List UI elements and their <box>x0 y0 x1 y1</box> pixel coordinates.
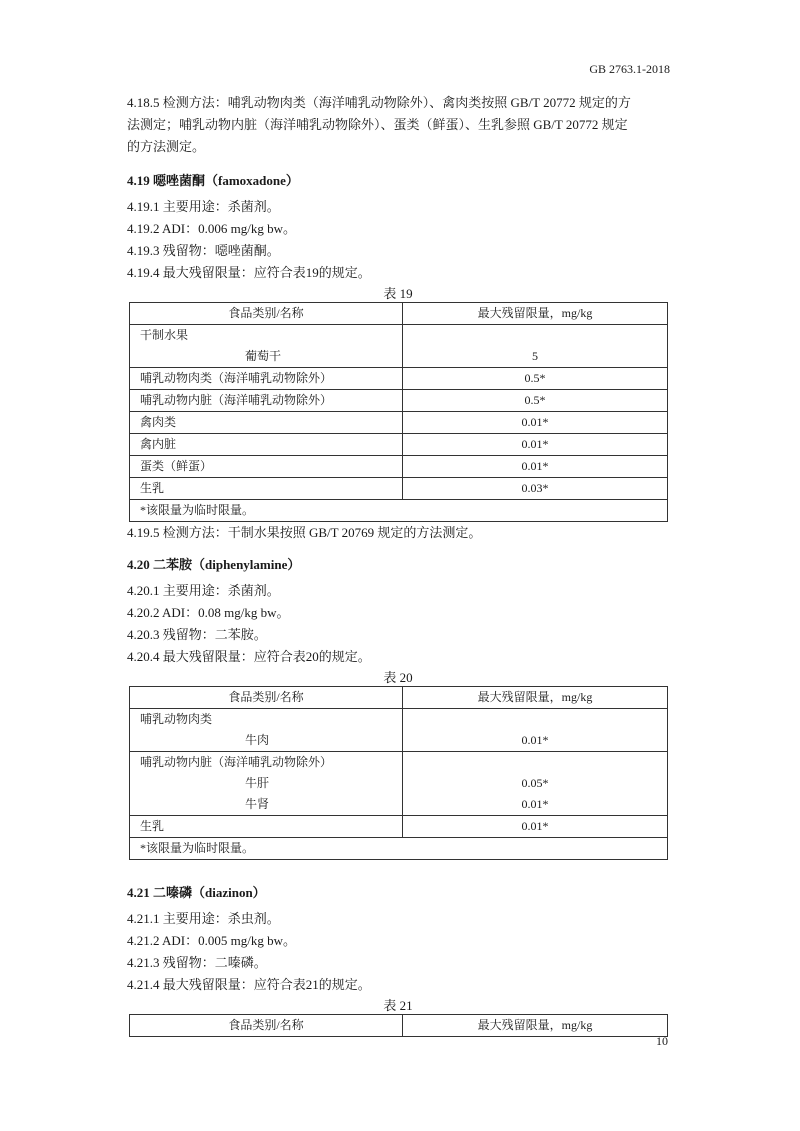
list-item: 4.20.2 ADI：0.08 mg/kg bw。 <box>127 605 290 620</box>
list-item: 4.19.1 主要用途：杀菌剂。 <box>127 199 280 214</box>
table-cell: 0.01* <box>403 456 668 478</box>
table-cell: 禽内脏 <box>130 434 403 456</box>
table-row <box>130 752 668 816</box>
table-cell: 哺乳动物肉类（海洋哺乳动物除外） <box>130 368 403 390</box>
table-cell <box>130 709 403 752</box>
list-item: 4.20.4 最大残留限量：应符合表20的规定。 <box>127 649 371 664</box>
list-item: 4.21.2 ADI：0.005 mg/kg bw。 <box>127 933 297 948</box>
table-cell: 0.01* <box>403 434 668 456</box>
table-cell: 哺乳动物内脏（海洋哺乳动物除外） <box>130 390 403 412</box>
column-header: 食品类别/名称 <box>130 687 403 709</box>
table-header-row <box>130 687 668 709</box>
document-header: GB 2763.1-2018 <box>589 62 670 76</box>
table-cell: 0.5* <box>403 368 668 390</box>
page-body <box>127 92 669 1037</box>
table-cell: 0.01* <box>403 412 668 434</box>
table-row <box>130 368 668 390</box>
group-label: 哺乳动物内脏（海洋哺乳动物除外） <box>140 755 333 769</box>
table-footnote-row <box>130 838 668 860</box>
table-header-row <box>130 1015 668 1037</box>
table-cell: 蛋类（鲜蛋） <box>130 456 403 478</box>
text-line: 法测定；哺乳动物内脏（海洋哺乳动物除外）、蛋类（鲜蛋）、生乳参照 GB/T 20772 规定 <box>127 117 628 132</box>
table-cell: 0.5* <box>403 390 668 412</box>
table-row <box>130 456 668 478</box>
table-cell: 生乳 <box>130 816 403 838</box>
column-header: 食品类别/名称 <box>130 1015 403 1037</box>
paragraph-4-18-5 <box>127 92 669 158</box>
item-label: 牛肾 <box>245 797 270 811</box>
item-label: 牛肝 <box>245 776 270 790</box>
table-caption: 表 19 <box>383 286 413 301</box>
table-header-row <box>130 303 668 325</box>
table-row <box>130 478 668 500</box>
table-row <box>130 325 668 368</box>
section-heading-4-19: 4.19 噁唑菌酮（famoxadone） <box>127 173 299 188</box>
column-header: 食品类别/名称 <box>130 303 403 325</box>
table-row <box>130 434 668 456</box>
table-caption: 表 20 <box>383 670 413 685</box>
table-19 <box>129 302 668 522</box>
table-cell <box>130 752 403 816</box>
group-label: 哺乳动物肉类 <box>140 712 213 726</box>
section-heading-4-21: 4.21 二嗪磷（diazinon） <box>127 885 266 900</box>
text-line: 4.18.5 检测方法：哺乳动物肉类（海洋哺乳动物除外）、禽肉类按照 GB/T 20772 规定的方 <box>127 95 631 110</box>
list-item: 4.19.3 残留物：噁唑菌酮。 <box>127 243 280 258</box>
item-label: 葡萄干 <box>245 349 282 363</box>
list-item: 4.20.3 残留物：二苯胺。 <box>127 627 267 642</box>
list-item: 4.19.2 ADI：0.006 mg/kg bw。 <box>127 221 297 236</box>
table-cell: 禽肉类 <box>130 412 403 434</box>
column-header: 最大残留限量，mg/kg <box>403 1015 668 1037</box>
list-item: 4.21.4 最大残留限量：应符合表21的规定。 <box>127 977 371 992</box>
table-cell: 0.01* <box>403 816 668 838</box>
page-number: 10 <box>656 1034 668 1048</box>
list-item: 4.20.1 主要用途：杀菌剂。 <box>127 583 280 598</box>
table-row <box>130 390 668 412</box>
table-21 <box>129 1014 668 1037</box>
table-footnote-row <box>130 500 668 522</box>
column-header: 最大残留限量，mg/kg <box>403 687 668 709</box>
section-heading-4-20: 4.20 二苯胺（diphenylamine） <box>127 557 301 572</box>
item-label: 牛肉 <box>245 733 270 747</box>
list-item: 4.21.1 主要用途：杀虫剂。 <box>127 911 280 926</box>
table-row <box>130 412 668 434</box>
table-cell: 0.03* <box>403 478 668 500</box>
method-text: 4.19.5 检测方法：干制水果按照 GB/T 20769 规定的方法测定。 <box>127 525 482 540</box>
value: 0.01* <box>521 797 549 811</box>
table-cell: 5 <box>403 325 668 368</box>
text-line: 的方法测定。 <box>127 139 206 154</box>
column-header: 最大残留限量，mg/kg <box>403 303 668 325</box>
table-cell <box>130 325 403 368</box>
table-cell: 0.01* <box>403 709 668 752</box>
table-row <box>130 816 668 838</box>
table-caption: 表 21 <box>383 998 413 1013</box>
list-item: 4.21.3 残留物：二嗪磷。 <box>127 955 267 970</box>
table-cell <box>403 752 668 816</box>
table-footnote: *该限量为临时限量。 <box>130 500 668 522</box>
value: 0.05* <box>521 776 549 790</box>
group-label: 干制水果 <box>140 328 189 342</box>
list-item: 4.19.4 最大残留限量：应符合表19的规定。 <box>127 265 371 280</box>
table-row <box>130 709 668 752</box>
table-20 <box>129 686 668 860</box>
table-footnote: *该限量为临时限量。 <box>130 838 668 860</box>
table-cell: 生乳 <box>130 478 403 500</box>
